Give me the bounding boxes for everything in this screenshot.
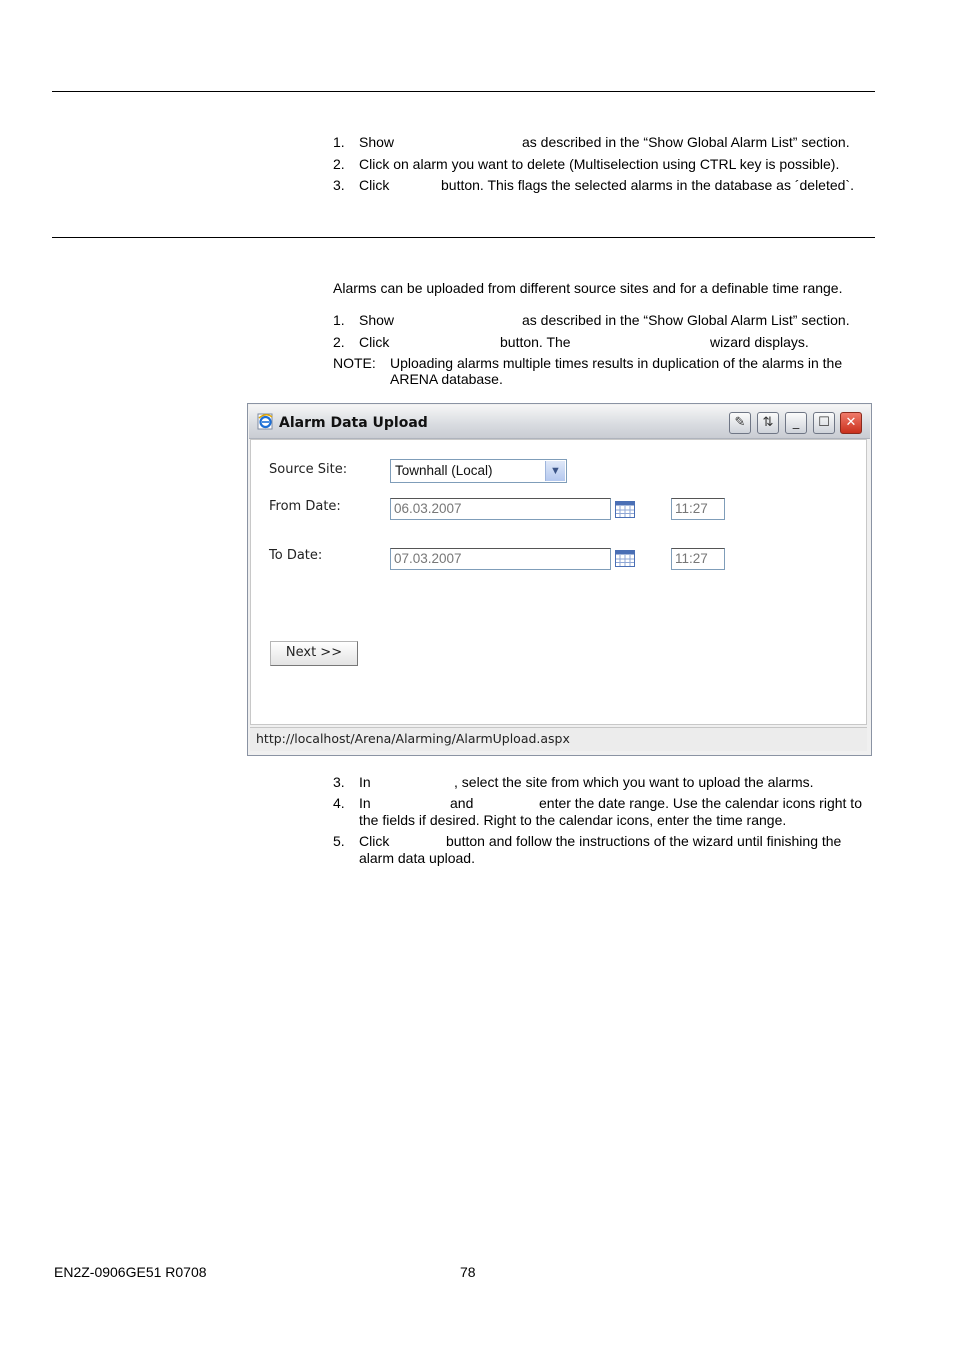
note-label: NOTE: xyxy=(333,355,376,371)
to-date-input[interactable]: 07.03.2007 xyxy=(390,548,611,570)
s3-step4-num: 4. xyxy=(333,795,345,811)
s2-step1-word: Show xyxy=(359,312,395,328)
s3-step4-mid: and xyxy=(450,795,474,811)
s3-step5-word: Click xyxy=(359,833,390,849)
from-calendar-icon[interactable] xyxy=(615,501,635,518)
s3-step5-num: 5. xyxy=(333,833,345,849)
source-site-value: Townhall (Local) xyxy=(395,463,493,478)
page-number: 78 xyxy=(460,1264,476,1280)
s1-step1-word: Show xyxy=(359,134,395,150)
top-divider xyxy=(52,91,875,92)
s2-step1-num: 1. xyxy=(333,312,345,328)
s2-step2-num: 2. xyxy=(333,334,345,350)
to-calendar-icon[interactable] xyxy=(615,550,635,567)
note-line-2: ARENA database. xyxy=(390,371,503,387)
pin-icon[interactable]: ✎ xyxy=(729,412,751,434)
s1-step2-text: Click on alarm you want to delete (Multiselection using CTRL key is possible). xyxy=(359,156,840,172)
footer-doc-id: EN2Z-0906GE51 R0708 xyxy=(54,1264,207,1280)
s2-step2-word: Click xyxy=(359,334,390,350)
to-time-input[interactable]: 11:27 xyxy=(671,548,725,570)
dialog-title: Alarm Data Upload xyxy=(279,415,428,431)
s1-step3-text: button. This flags the selected alarms in the database as ´deleted`. xyxy=(441,177,854,193)
s1-step3-word: Click xyxy=(359,177,390,193)
dialog-title-bar[interactable] xyxy=(249,405,870,439)
status-bar-url: http://localhost/Arena/Alarming/AlarmUpload.aspx xyxy=(250,727,867,751)
s1-step3-num: 3. xyxy=(333,177,345,193)
from-date-input[interactable]: 06.03.2007 xyxy=(390,498,611,520)
chevron-down-icon[interactable]: ▼ xyxy=(545,461,565,481)
s1-step1-num: 1. xyxy=(333,134,345,150)
minimize-icon[interactable]: _ xyxy=(785,412,807,434)
from-time-input[interactable]: 11:27 xyxy=(671,498,725,520)
s3-step4-text: enter the date range. Use the calendar icons right to xyxy=(539,795,862,811)
s3-step5-text: button and follow the instructions of the wizard until finishing the xyxy=(446,833,842,849)
dialog-body xyxy=(250,439,867,725)
s2-intro: Alarms can be uploaded from different source sites and for a definable time range. xyxy=(333,280,843,296)
source-site-label: Source Site: xyxy=(269,462,348,477)
next-button[interactable]: Next >> xyxy=(270,641,358,666)
alarm-data-upload-dialog xyxy=(247,403,872,756)
note-line-1: Uploading alarms multiple times results in duplication of the alarms in the xyxy=(390,355,843,371)
s3-step5-line2: alarm data upload. xyxy=(359,850,475,866)
s3-step3-num: 3. xyxy=(333,774,345,790)
s3-step4-word: In xyxy=(359,795,371,811)
source-site-select[interactable] xyxy=(390,459,567,483)
s2-step1-text: as described in the “Show Global Alarm List” section. xyxy=(522,312,850,328)
s1-step1-text: as described in the “Show Global Alarm List” section. xyxy=(522,134,850,150)
to-date-label: To Date: xyxy=(269,548,323,563)
refresh-icon[interactable]: ⇅ xyxy=(757,412,779,434)
browser-icon xyxy=(257,413,274,430)
s2-step2-text: wizard displays. xyxy=(710,334,809,350)
section-divider xyxy=(52,237,875,238)
from-date-label: From Date: xyxy=(269,499,341,514)
s3-step3-word: In xyxy=(359,774,371,790)
s3-step4-line2: the fields if desired. Right to the calendar icons, enter the time range. xyxy=(359,812,787,828)
close-icon[interactable]: ✕ xyxy=(840,412,862,434)
maximize-icon[interactable]: ☐ xyxy=(813,412,835,434)
s3-step3-text: , select the site from which you want to upload the alarms. xyxy=(454,774,814,790)
s2-step2-mid: button. The xyxy=(500,334,571,350)
s1-step2-num: 2. xyxy=(333,156,345,172)
